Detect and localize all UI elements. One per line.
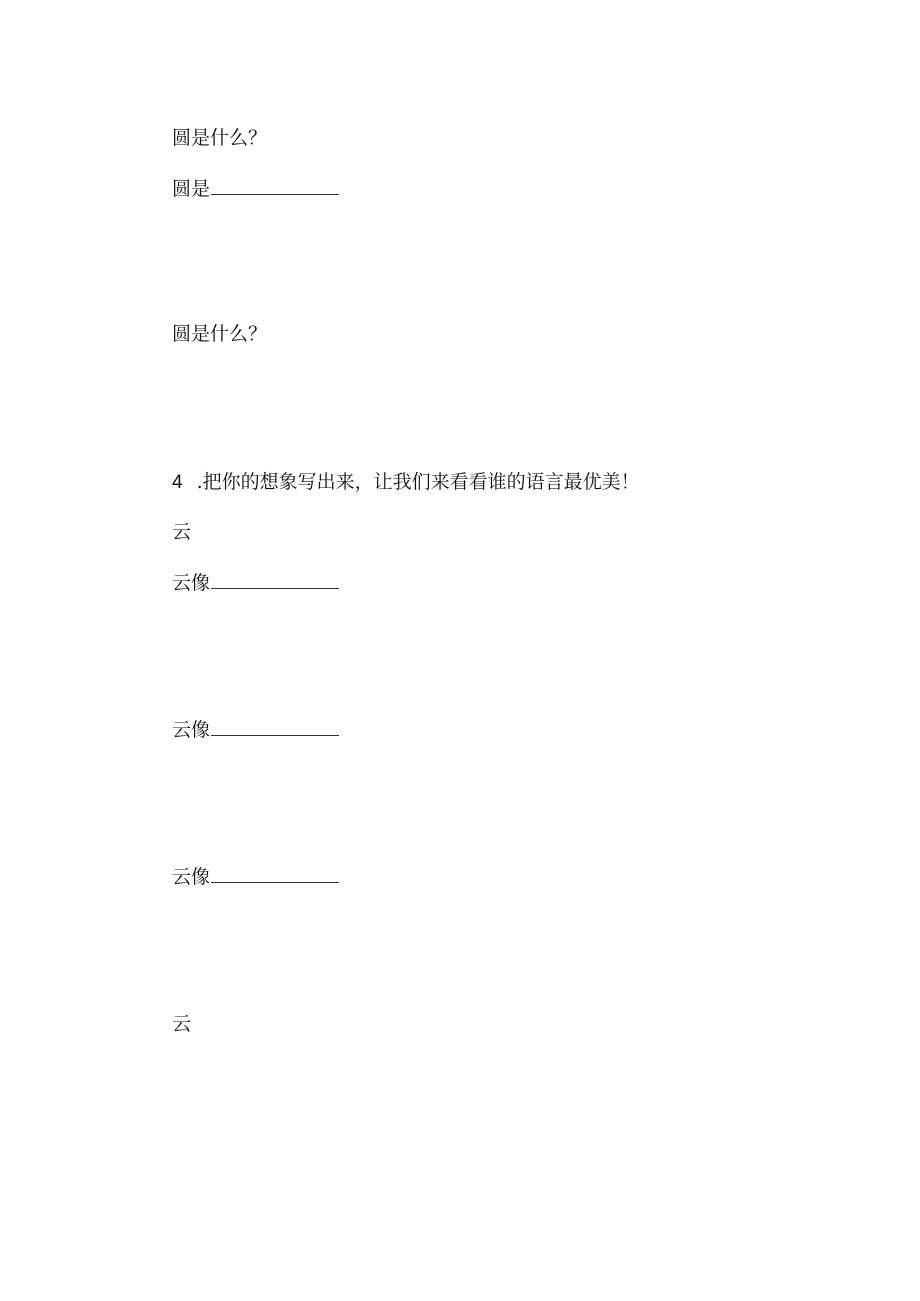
- cloud-like-row-1: [172, 570, 339, 595]
- circle-answer-row: [172, 176, 339, 201]
- cloud-heading-2: [172, 1012, 191, 1036]
- cloud-like-2-text: 云像: [172, 719, 211, 741]
- cloud-like-row-3: [172, 864, 339, 889]
- circle-prompt-text: 圆是: [172, 178, 211, 200]
- circle-question-2: [172, 322, 267, 346]
- cloud-like-3-text: 云像: [172, 866, 211, 888]
- circle-question-1-text: 圆是什么？: [172, 127, 268, 149]
- cloud-like-3-blank[interactable]: [211, 864, 339, 883]
- cloud-like-2-blank[interactable]: [211, 717, 339, 736]
- circle-answer-blank[interactable]: [211, 176, 339, 195]
- question-4-text: .把你的想象写出来，让我们来看看谁的语言最优美！: [196, 471, 640, 493]
- cloud-like-1-blank[interactable]: [211, 570, 339, 589]
- cloud-heading-1-text: 云: [172, 521, 192, 543]
- question-4-number: 4: [172, 472, 183, 493]
- cloud-heading-1: [172, 520, 191, 544]
- cloud-heading-2-text: 云: [172, 1013, 192, 1035]
- circle-question-2-text: 圆是什么？: [172, 323, 268, 345]
- cloud-like-1-text: 云像: [172, 572, 211, 594]
- cloud-like-row-2: [172, 717, 339, 742]
- circle-question-1: [172, 126, 267, 150]
- question-4: [172, 470, 640, 495]
